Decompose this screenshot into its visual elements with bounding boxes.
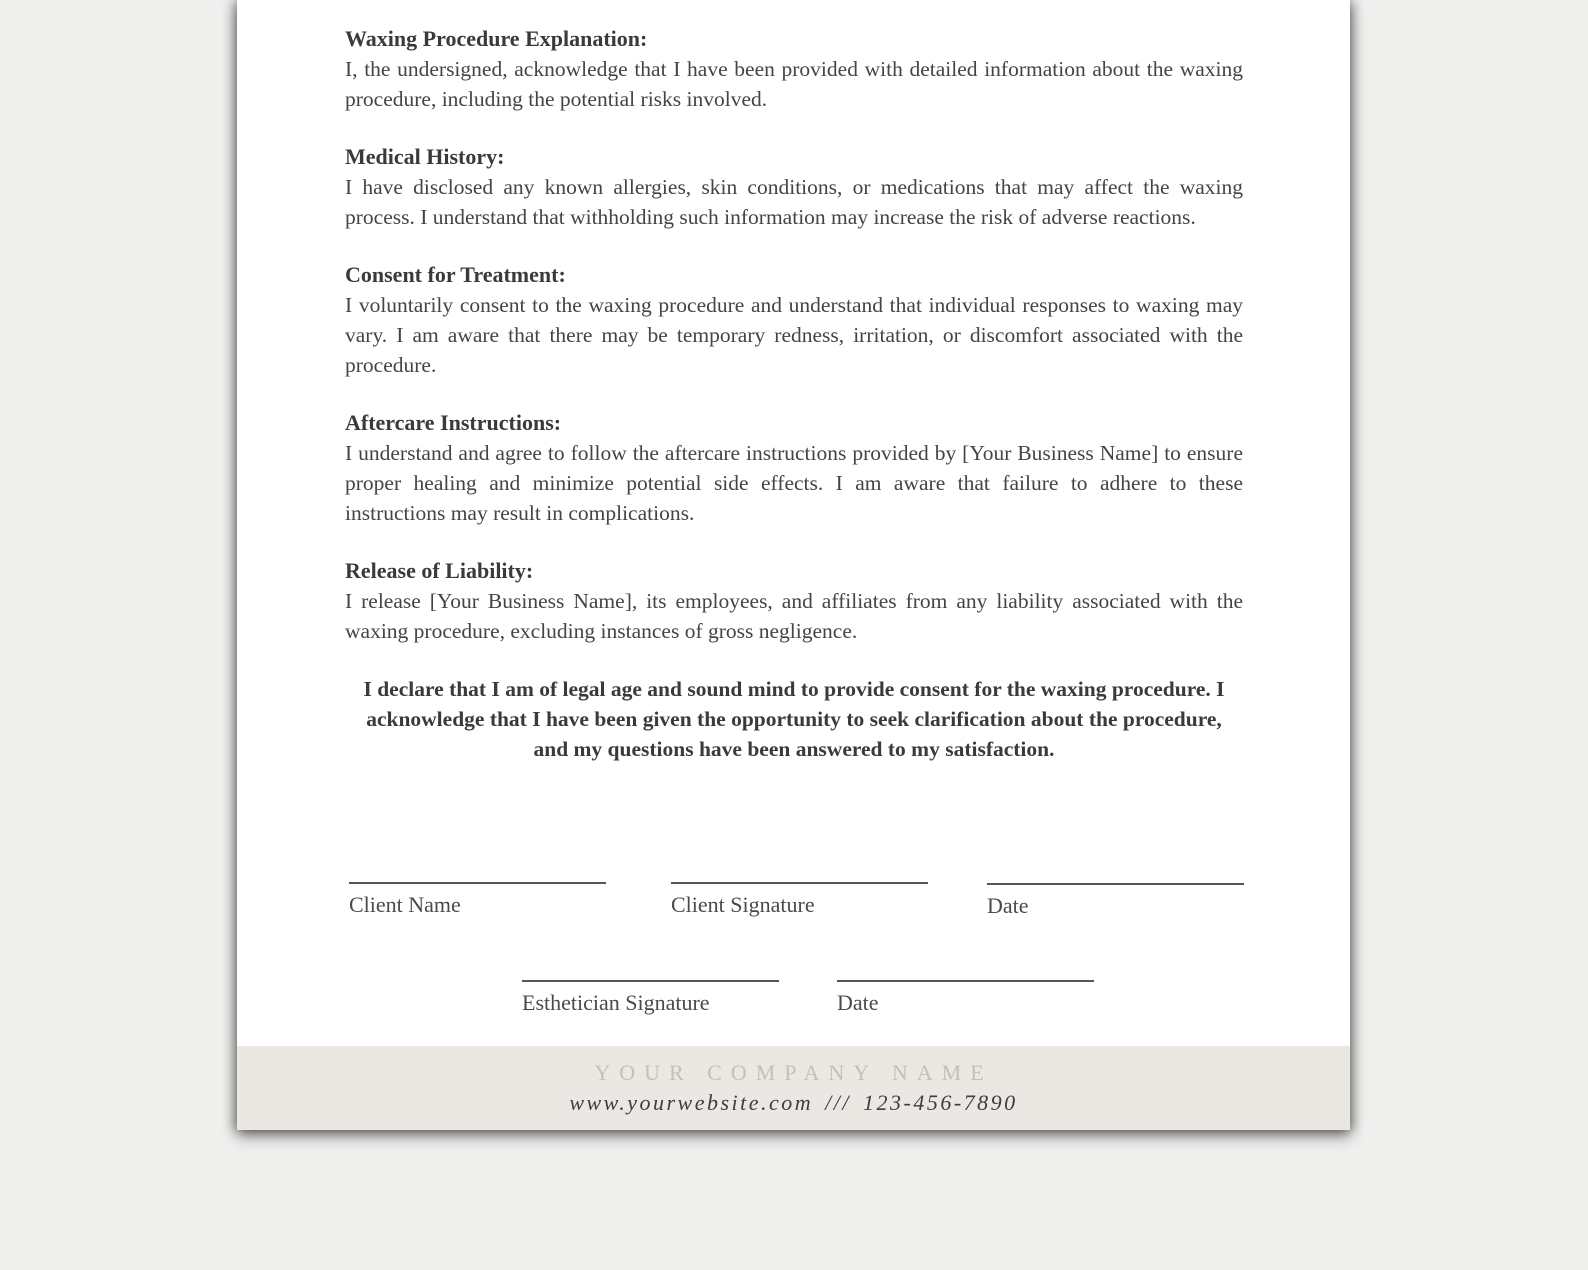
client-name-label: Client Name bbox=[349, 892, 461, 917]
esthetician-date-label: Date bbox=[837, 990, 879, 1015]
section-body: I release [Your Business Name], its employees, and affiliates from any liability associated with the waxing procedure, excluding instances of gross negligence. bbox=[345, 589, 1243, 643]
form-content bbox=[345, 24, 1243, 764]
client-date-field[interactable] bbox=[987, 883, 1244, 919]
section-heading: Waxing Procedure Explanation: bbox=[345, 26, 648, 51]
section-release-liability bbox=[345, 556, 1243, 646]
section-heading: Consent for Treatment: bbox=[345, 262, 566, 287]
page-footer bbox=[237, 1046, 1350, 1130]
section-heading: Aftercare Instructions: bbox=[345, 410, 562, 435]
signature-line bbox=[987, 883, 1244, 885]
company-name: YOUR COMPANY NAME bbox=[594, 1060, 993, 1085]
section-body: I voluntarily consent to the waxing procedure and understand that individual responses to waxing may vary. I am aware that there may be temporary redness, irritation, or discomfort associated with the procedure. bbox=[345, 293, 1243, 377]
signature-line bbox=[671, 882, 928, 884]
client-date-label: Date bbox=[987, 893, 1029, 918]
client-signature-field[interactable] bbox=[671, 882, 928, 918]
section-heading: Release of Liability: bbox=[345, 558, 534, 583]
section-waxing-procedure bbox=[345, 24, 1243, 114]
section-body: I, the undersigned, acknowledge that I have been provided with detailed information about the waxing procedure, including the potential risks involved. bbox=[345, 57, 1243, 111]
client-name-field[interactable] bbox=[349, 882, 606, 918]
section-body: I understand and agree to follow the aftercare instructions provided by [Your Business Name] to ensure proper healing and minimize potential side effects. I am aware that failure to adhere to these instructions may result in complications. bbox=[345, 441, 1243, 525]
section-medical-history bbox=[345, 142, 1243, 232]
esthetician-signature-label: Esthetician Signature bbox=[522, 990, 710, 1015]
section-body: I have disclosed any known allergies, skin conditions, or medications that may affect the waxing process. I understand that withholding such information may increase the risk of adverse reactions. bbox=[345, 175, 1243, 229]
esthetician-date-field[interactable] bbox=[837, 980, 1094, 1016]
section-aftercare bbox=[345, 408, 1243, 528]
signature-line bbox=[349, 882, 606, 884]
section-heading: Medical History: bbox=[345, 144, 505, 169]
consent-form-page bbox=[237, 0, 1350, 1130]
client-signature-label: Client Signature bbox=[671, 892, 815, 917]
section-consent-treatment bbox=[345, 260, 1243, 380]
contact-info: www.yourwebsite.com /// 123-456-7890 bbox=[569, 1090, 1018, 1115]
esthetician-signature-field[interactable] bbox=[522, 980, 779, 1016]
signature-line bbox=[837, 980, 1094, 982]
declaration-statement: I declare that I am of legal age and sound mind to provide consent for the waxing procedure. I acknowledge that I have been given the opportunity to seek clarification about the procedure, and my questions have been answered to my satisfaction. bbox=[363, 677, 1225, 761]
signature-line bbox=[522, 980, 779, 982]
